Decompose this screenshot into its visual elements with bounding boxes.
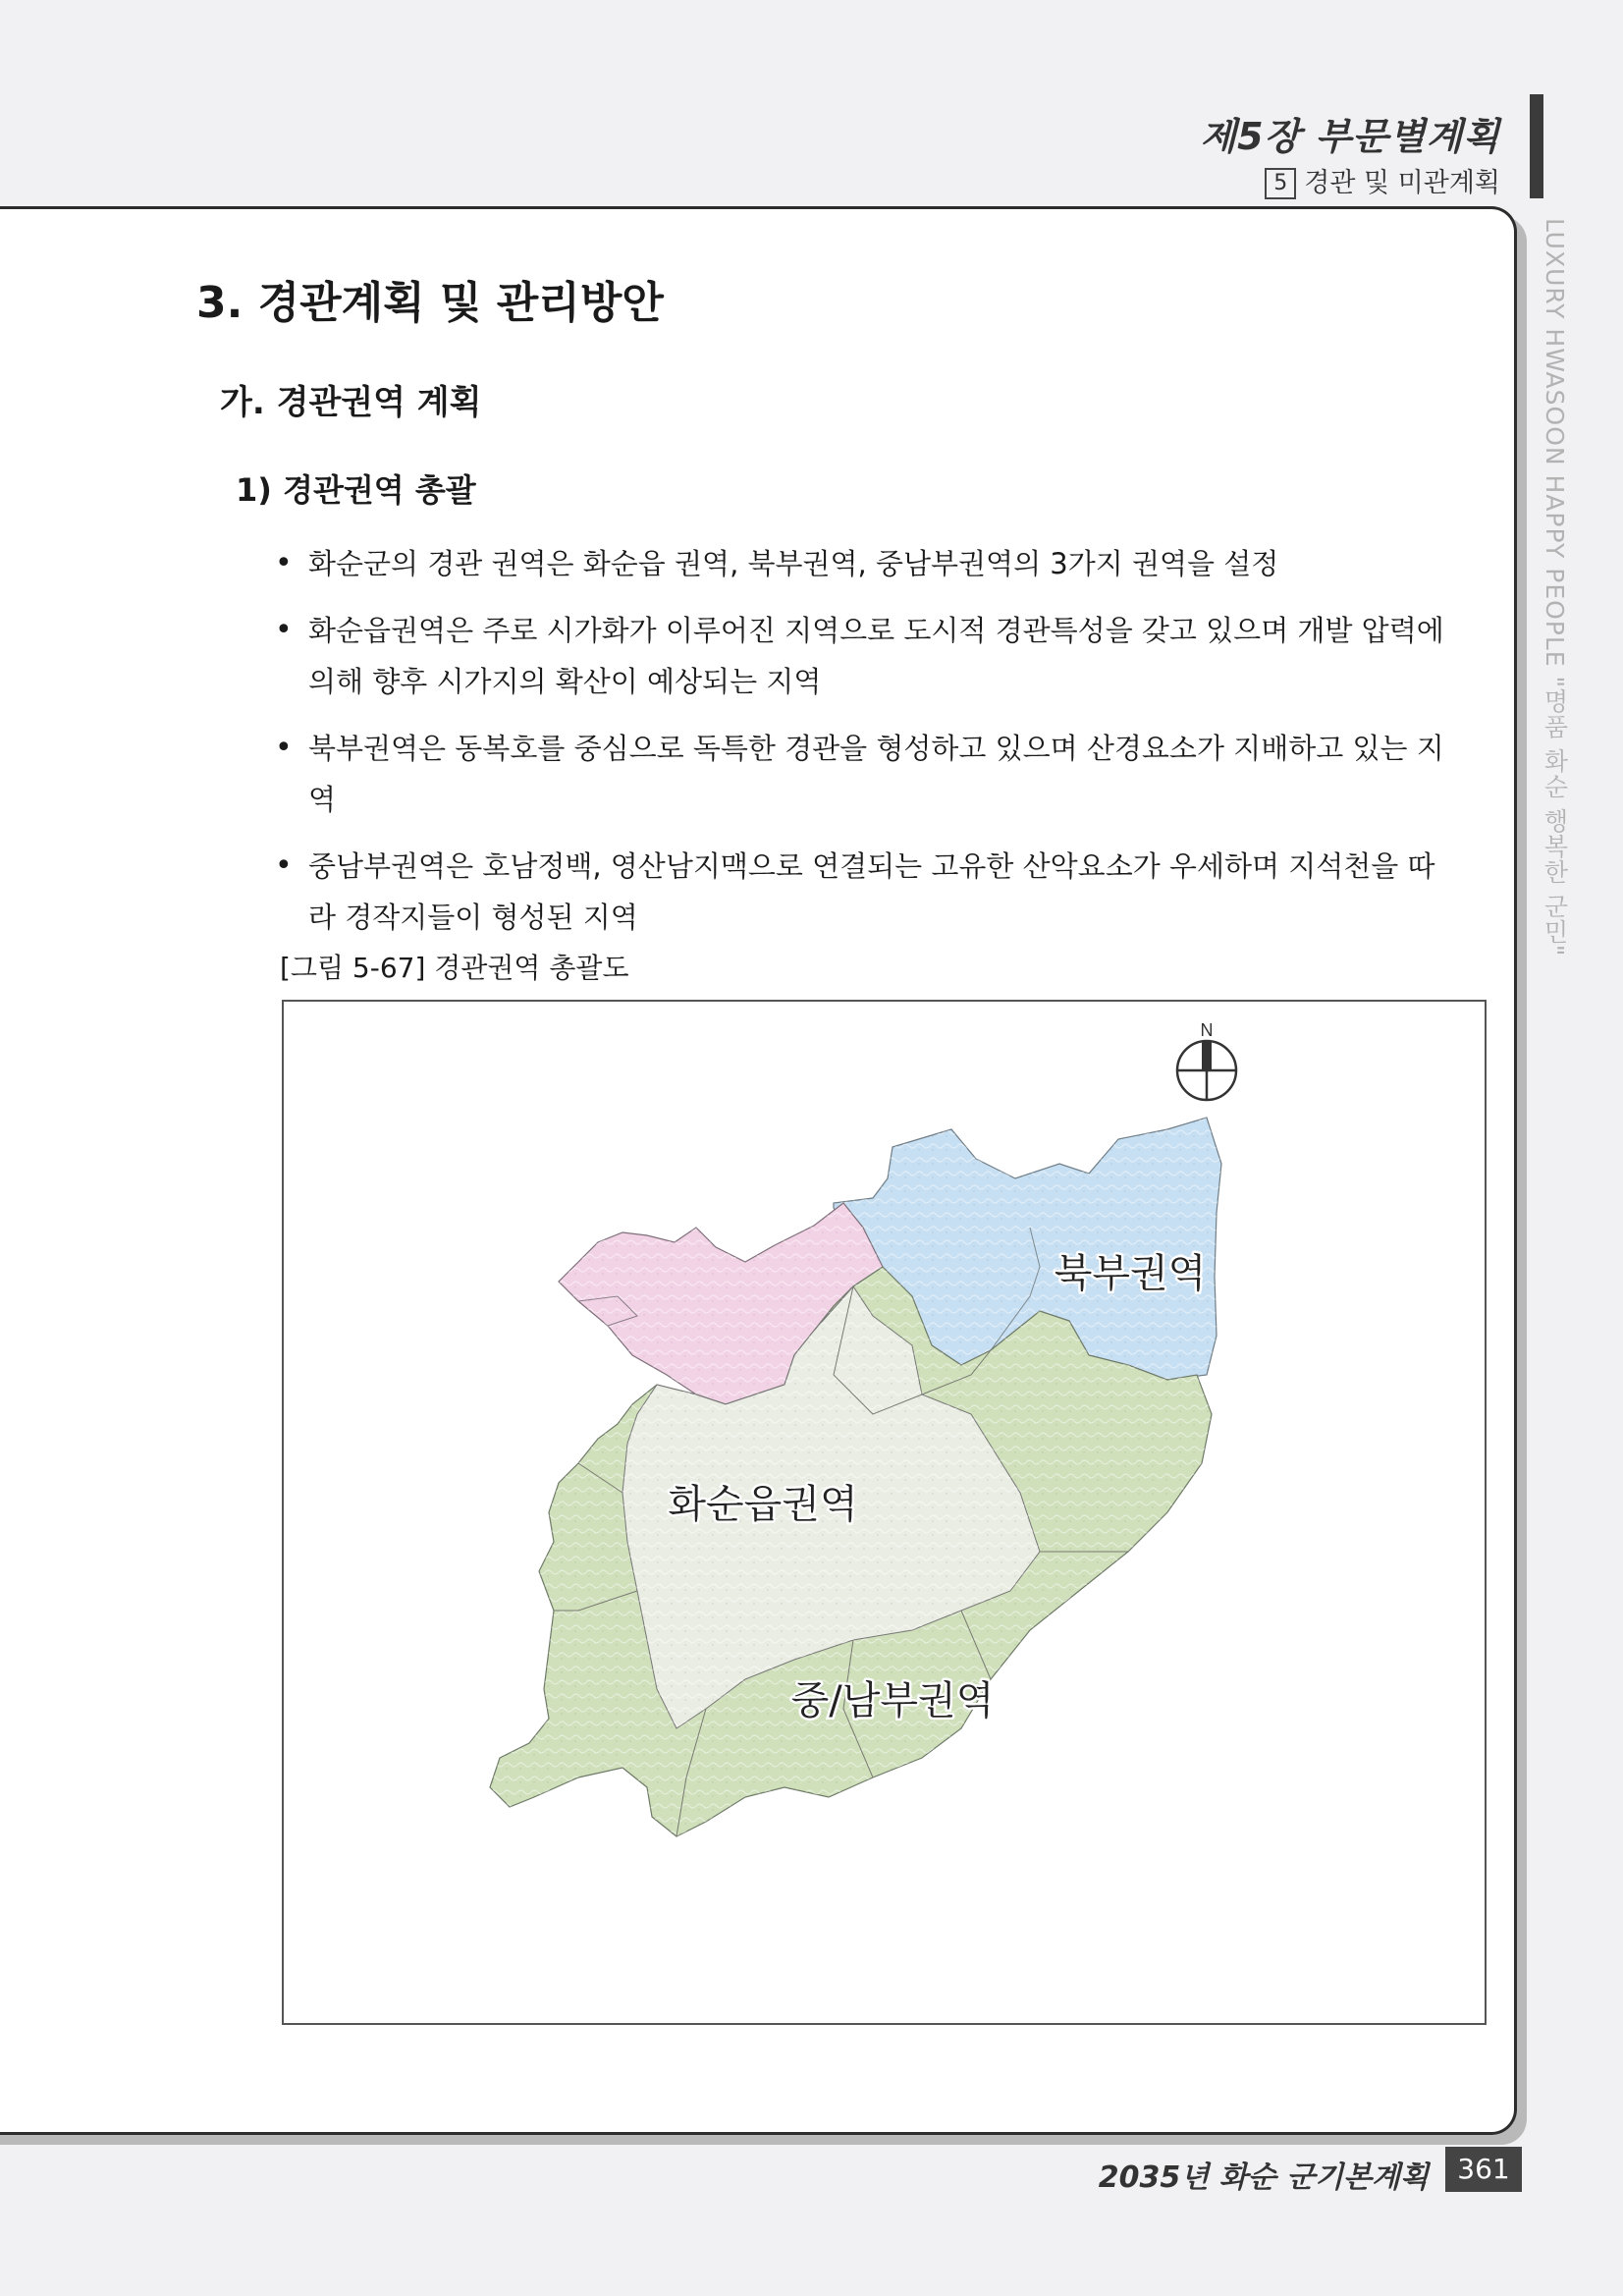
- footer-title: 2035년 화순 군기본계획: [1098, 2160, 1429, 2195]
- bullet-icon: •: [275, 546, 293, 580]
- region-label-central-south: 중/남부권역: [790, 1678, 995, 1723]
- bullet-text: 화순군의 경관 권역은 화순읍 권역, 북부권역, 중남부권역의 3가지 권역을 설정: [308, 547, 1279, 580]
- section-subtitle: [1265, 161, 1500, 199]
- bullet-icon: •: [275, 613, 293, 647]
- north-arrow-icon: [1177, 1020, 1236, 1100]
- list-item: [275, 723, 1453, 825]
- list-item: [275, 538, 1453, 589]
- heading-2: 가. 경관권역 계획: [220, 383, 482, 422]
- bullet-icon: •: [275, 848, 293, 883]
- north-label: N: [1200, 1020, 1214, 1040]
- bullet-text: 북부권역은 동복호를 중심으로 독특한 경관을 형성하고 있으며 산경요소가 지배하고 있는 지역: [308, 732, 1444, 816]
- bullet-icon: •: [275, 731, 293, 765]
- section-title: 경관 및 미관계획: [1304, 168, 1500, 198]
- bullet-list: [275, 538, 1453, 958]
- bullet-text: 중남부권역은 호남정백, 영산남지맥으로 연결되는 고유한 산악요소가 우세하며 지석천을 따라 경작지들이 형성된 지역: [308, 849, 1435, 934]
- heading-1: 3. 경관계획 및 관리방안: [196, 278, 664, 328]
- map-figure: [282, 1000, 1487, 2025]
- section-number: 5: [1265, 168, 1296, 199]
- chapter-title: 제5장 부문별계획: [1200, 115, 1500, 158]
- bullet-text: 화순읍권역은 주로 시가화가 이루어진 지역으로 도시적 경관특성을 갖고 있으며 개발 압력에 의해 향후 시가지의 확산이 예상되는 지역: [308, 614, 1444, 698]
- region-map: [284, 1002, 1485, 2023]
- side-slogan: LUXURY HWASOON HAPPY PEOPLE "명품 화순 행복한 군민": [1541, 218, 1569, 957]
- region-label-town: 화순읍권역: [668, 1482, 858, 1527]
- header-bar: [1530, 94, 1543, 198]
- list-item: [275, 605, 1453, 707]
- heading-3: 1) 경관권역 총괄: [236, 471, 476, 509]
- region-label-north: 북부권역: [1054, 1251, 1207, 1296]
- page-number: 361: [1445, 2147, 1522, 2192]
- figure-caption: [그림 5-67] 경관권역 총괄도: [280, 952, 629, 984]
- list-item: [275, 841, 1453, 943]
